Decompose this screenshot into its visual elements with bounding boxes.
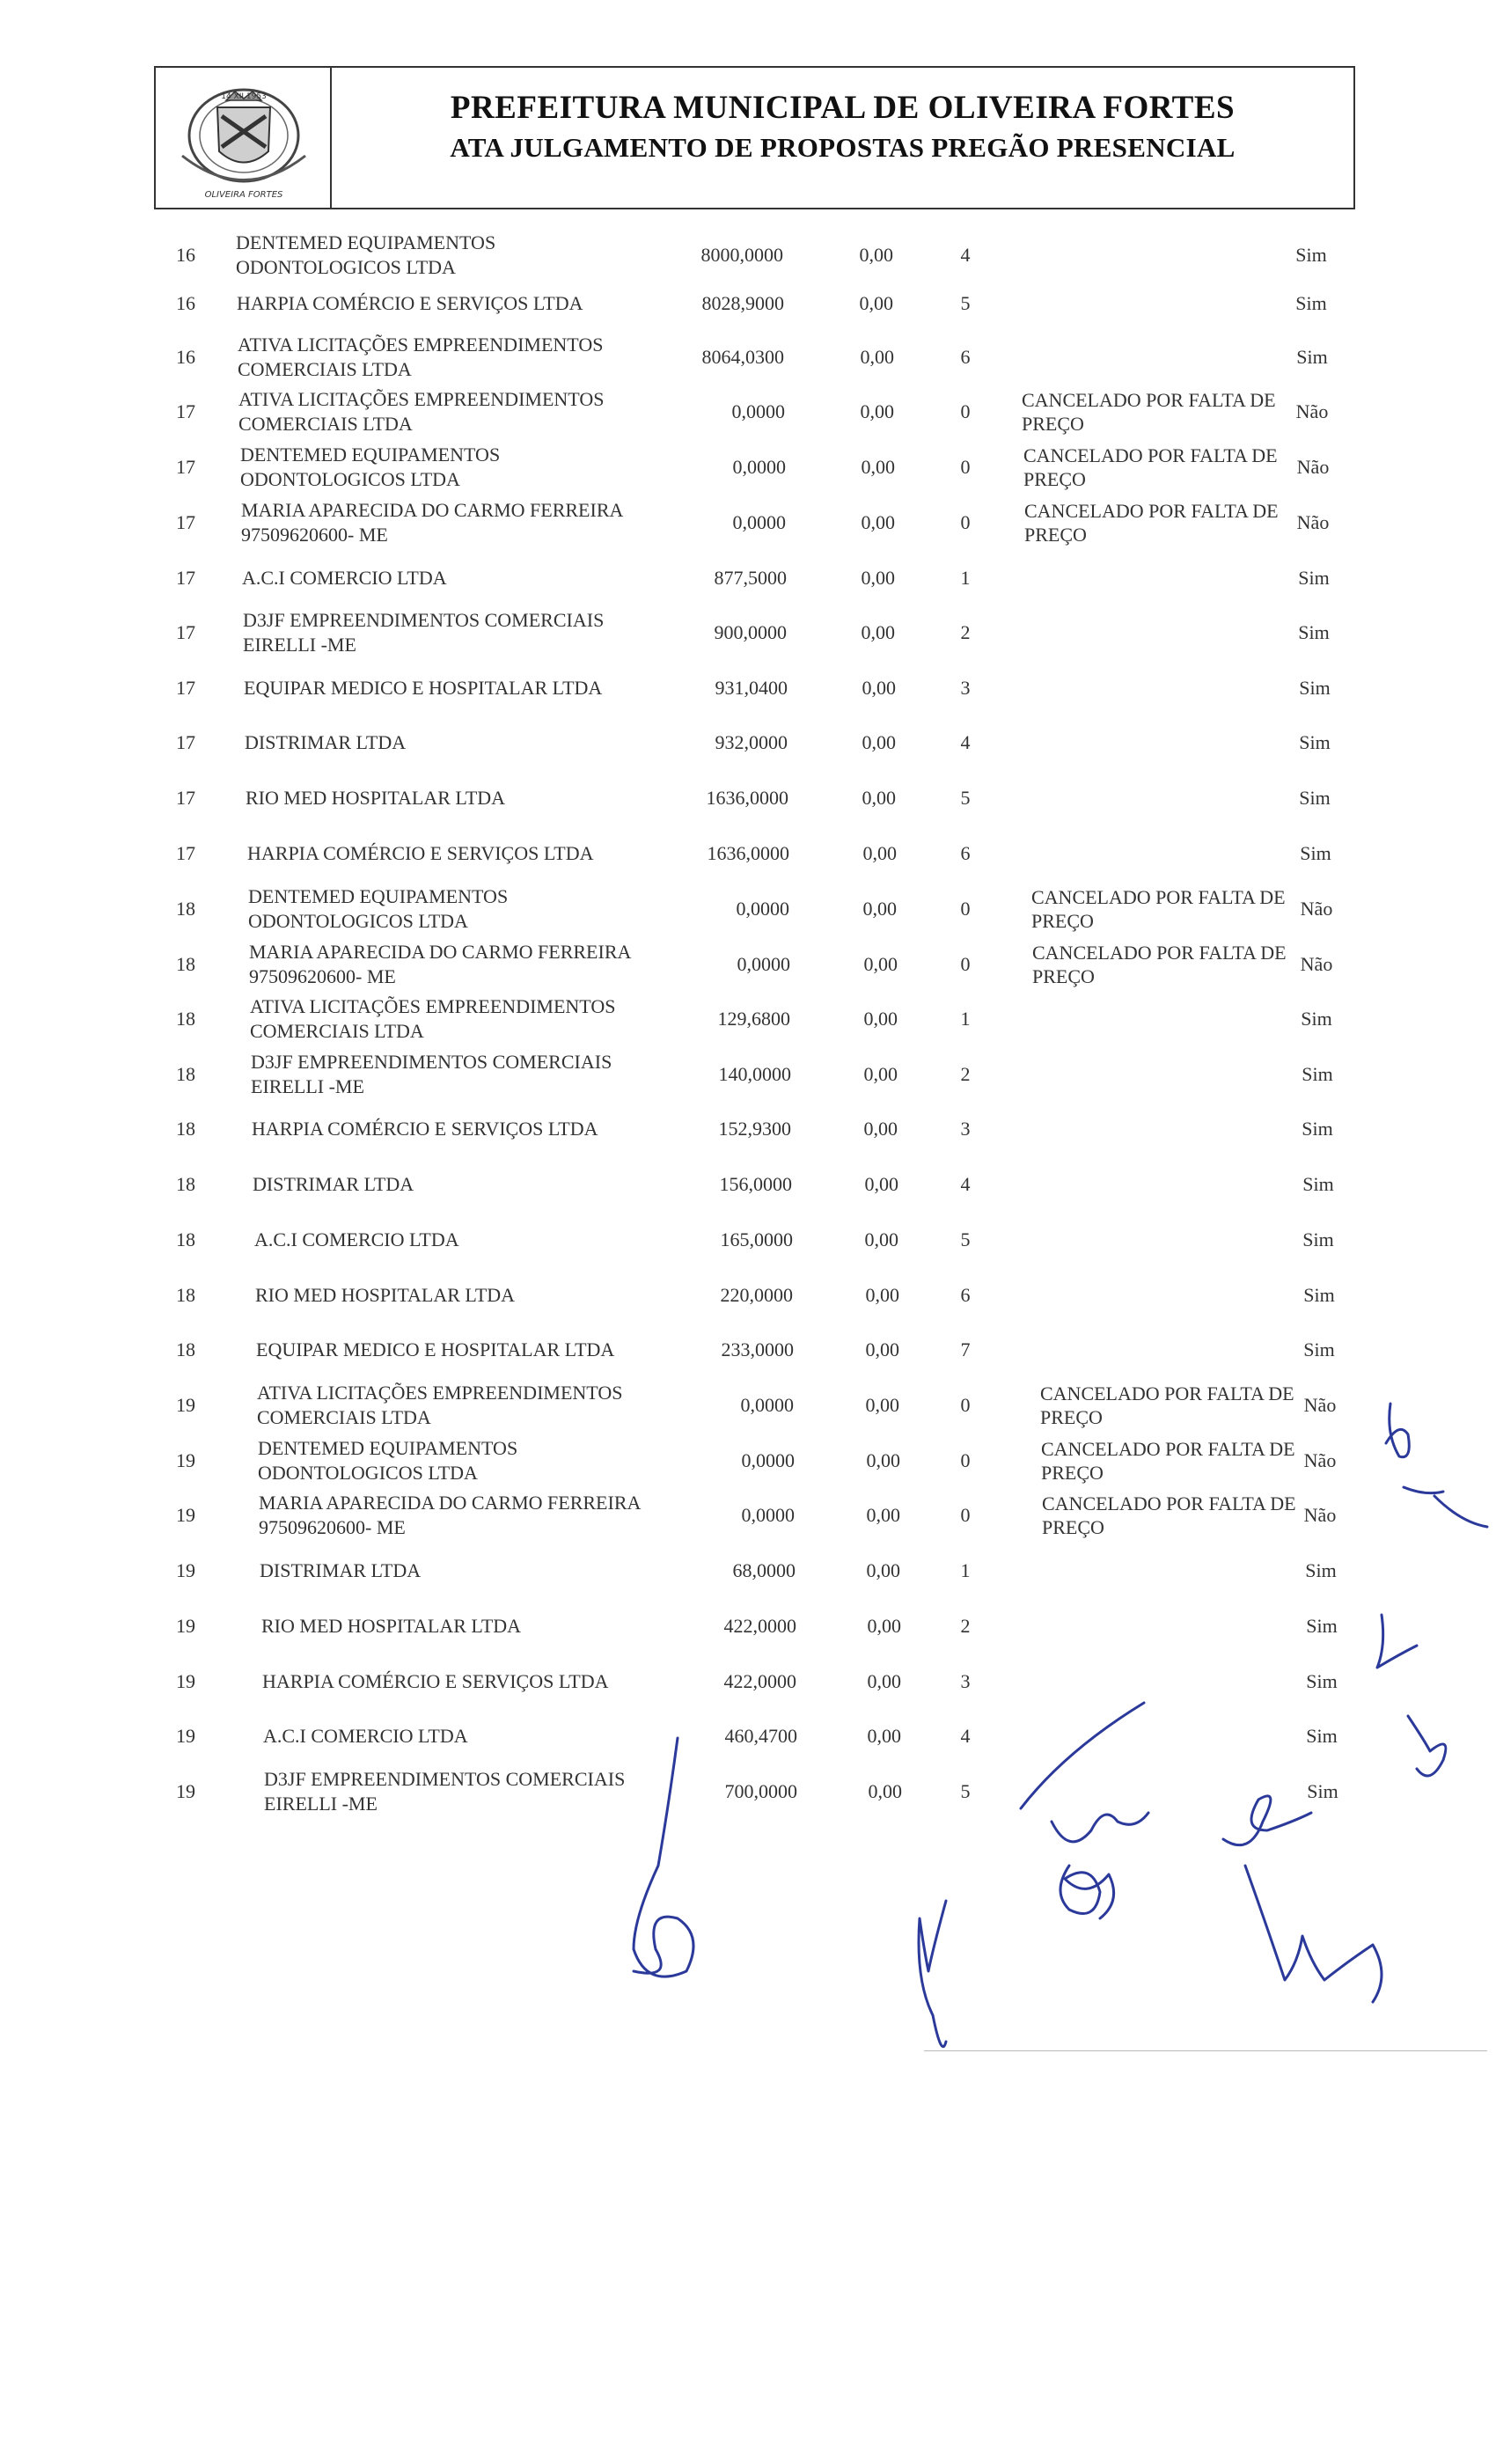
ranking-position: 2 [960,1063,971,1085]
qualified-status: Sim [1302,1118,1333,1140]
item-number: 17 [176,621,195,643]
table-row [0,1158,1496,1211]
bid-discount: 0,00 [862,842,897,864]
bid-discount: 0,00 [861,567,895,589]
bid-price: 8028,9000 [701,292,784,314]
bid-discount: 0,00 [859,244,893,266]
ranking-position: 0 [960,953,971,975]
bid-discount: 0,00 [862,898,897,920]
qualified-status: Sim [1298,621,1330,643]
bidder-name: ATIVA LICITAÇÕES EMPREENDIMENTOS COMERCIAIS LTDA [238,334,604,380]
bidder-name: D3JF EMPREENDIMENTOS COMERCIAIS EIRELLI -ME [264,1768,626,1815]
bidder-name: DENTEMED EQUIPAMENTOS ODONTOLOGICOS LTDA [248,885,509,932]
ranking-position: 5 [960,292,971,314]
bid-price: 0,0000 [737,953,790,975]
observation: CANCELADO POR FALTA DE PREÇO [1040,1382,1294,1428]
table-row [0,441,1496,494]
qualified-status: Sim [1299,731,1331,753]
table-row [0,229,1496,282]
ranking-position: 0 [960,511,971,533]
document-header [154,66,1355,209]
municipal-seal [156,68,332,208]
item-number: 16 [176,244,195,266]
item-number: 19 [176,1670,195,1692]
bidder-name: ATIVA LICITAÇÕES EMPREENDIMENTOS COMERCIAIS LTDA [238,388,605,435]
bid-discount: 0,00 [867,1725,901,1747]
qualified-status: Sim [1303,1284,1335,1306]
table-row [0,1103,1496,1155]
table-row [0,883,1496,935]
ranking-position: 6 [960,346,971,368]
item-number: 19 [176,1559,195,1581]
bid-discount: 0,00 [860,346,894,368]
qualified-status: Sim [1301,1008,1332,1030]
table-row [0,938,1496,991]
qualified-status: Não [1300,953,1333,975]
bidder-name: D3JF EMPREENDIMENTOS COMERCIAIS EIRELLI -ME [251,1051,612,1097]
qualified-status: Sim [1296,346,1328,368]
qualified-status: Sim [1306,1725,1338,1747]
item-number: 17 [176,842,195,864]
ranking-position: 3 [960,1118,971,1140]
item-number: 17 [176,456,195,478]
qualified-status: Sim [1302,1063,1333,1085]
bid-discount: 0,00 [859,292,893,314]
ranking-position: 5 [960,787,971,809]
table-row [0,606,1496,659]
observation: CANCELADO POR FALTA DE PREÇO [1024,500,1279,546]
bid-price: 0,0000 [736,898,789,920]
item-number: 19 [176,1394,195,1416]
ranking-position: 5 [960,1780,971,1802]
table-row [0,1765,1496,1818]
bid-price: 165,0000 [720,1228,793,1250]
bid-discount: 0,00 [866,1449,900,1471]
bidder-name: D3JF EMPREENDIMENTOS COMERCIAIS EIRELLI -ME [243,609,605,656]
item-number: 18 [176,1008,195,1030]
bid-price: 140,0000 [718,1063,791,1085]
bid-discount: 0,00 [863,1063,898,1085]
qualified-status: Sim [1302,1228,1334,1250]
bid-price: 422,0000 [723,1670,796,1692]
bid-price: 0,0000 [732,511,786,533]
bidder-name: DISTRIMAR LTDA [253,1173,414,1195]
bidder-name: EQUIPAR MEDICO E HOSPITALAR LTDA [244,677,603,699]
table-row [0,552,1496,605]
bid-discount: 0,00 [868,1780,902,1802]
qualified-status: Sim [1295,244,1327,266]
table-row [0,1489,1496,1542]
observation: CANCELADO POR FALTA DE PREÇO [1023,444,1278,490]
qualified-status: Sim [1298,567,1330,589]
ranking-position: 0 [960,400,971,422]
qualified-status: Sim [1299,787,1331,809]
bidder-name: DISTRIMAR LTDA [245,731,407,753]
bidder-name: DISTRIMAR LTDA [260,1559,422,1581]
table-row [0,496,1496,549]
bidder-name: RIO MED HOSPITALAR LTDA [261,1615,522,1637]
bid-discount: 0,00 [865,1284,899,1306]
bid-discount: 0,00 [862,787,896,809]
item-number: 17 [176,567,195,589]
bid-discount: 0,00 [861,511,895,533]
bid-discount: 0,00 [860,400,894,422]
table-row [0,1214,1496,1266]
bid-price: 0,0000 [732,456,786,478]
item-number: 18 [176,1228,195,1250]
bidder-name: RIO MED HOSPITALAR LTDA [246,787,506,809]
ranking-position: 4 [960,1173,971,1195]
ranking-position: 6 [960,842,971,864]
bid-discount: 0,00 [862,677,896,699]
bid-discount: 0,00 [863,1118,898,1140]
qualified-status: Sim [1295,292,1327,314]
ranking-position: 1 [960,1008,971,1030]
table-row [0,1269,1496,1322]
ranking-position: 4 [960,244,971,266]
item-number: 18 [176,1284,195,1306]
bid-price: 220,0000 [720,1284,793,1306]
bid-price: 152,9300 [718,1118,791,1140]
table-row [0,827,1496,880]
bidder-name: RIO MED HOSPITALAR LTDA [255,1284,516,1306]
bid-discount: 0,00 [867,1670,901,1692]
item-number: 17 [176,511,195,533]
bidder-name: MARIA APARECIDA DO CARMO FERREIRA 97509620600- ME [259,1492,641,1538]
qualified-status: Não [1303,1449,1337,1471]
qualified-status: Sim [1300,842,1331,864]
bid-price: 156,0000 [719,1173,792,1195]
table-row [0,1544,1496,1597]
item-number: 18 [176,953,195,975]
item-number: 16 [176,346,195,368]
ranking-position: 4 [960,1725,971,1747]
qualified-status: Não [1303,1394,1337,1416]
table-row [0,1379,1496,1432]
bid-price: 422,0000 [723,1615,796,1637]
item-number: 19 [176,1780,195,1802]
bid-discount: 0,00 [862,731,896,753]
coat-of-arms-icon [165,72,323,204]
ranking-position: 7 [960,1338,971,1360]
ranking-position: 0 [960,1449,971,1471]
bid-price: 900,0000 [714,621,787,643]
table-row [0,662,1496,715]
bid-price: 8000,0000 [700,244,783,266]
qualified-status: Não [1303,1504,1337,1526]
observation: CANCELADO POR FALTA DE PREÇO [1041,1438,1295,1484]
item-number: 18 [176,1118,195,1140]
qualified-status: Sim [1306,1615,1338,1637]
bidder-name: DENTEMED EQUIPAMENTOS ODONTOLOGICOS LTDA [240,444,501,490]
bid-price: 129,6800 [717,1008,790,1030]
qualified-status: Não [1295,400,1329,422]
table-row [0,1324,1496,1376]
bid-discount: 0,00 [861,456,895,478]
ranking-position: 3 [960,1670,971,1692]
bid-discount: 0,00 [867,1615,901,1637]
table-row [0,1048,1496,1101]
bidder-name: HARPIA COMÉRCIO E SERVIÇOS LTDA [252,1118,598,1140]
bid-price: 877,5000 [714,567,787,589]
bidder-name: DENTEMED EQUIPAMENTOS ODONTOLOGICOS LTDA [236,231,496,278]
table-row [0,1655,1496,1708]
bidder-name: HARPIA COMÉRCIO E SERVIÇOS LTDA [247,842,594,864]
observation: CANCELADO POR FALTA DE PREÇO [1031,886,1286,932]
observation: CANCELADO POR FALTA DE PREÇO [1042,1492,1296,1538]
item-number: 17 [176,731,195,753]
bidder-name: MARIA APARECIDA DO CARMO FERREIRA 97509620600- ME [249,941,631,987]
ranking-position: 1 [960,567,971,589]
qualified-status: Sim [1307,1780,1338,1802]
bid-price: 0,0000 [731,400,785,422]
table-row [0,331,1496,384]
observation: CANCELADO POR FALTA DE PREÇO [1032,942,1287,987]
bid-discount: 0,00 [866,1559,900,1581]
item-number: 18 [176,1173,195,1195]
observation: CANCELADO POR FALTA DE PREÇO [1022,389,1276,435]
ranking-position: 5 [960,1228,971,1250]
item-number: 17 [176,400,195,422]
ranking-position: 0 [960,1394,971,1416]
bid-price: 1636,0000 [706,787,788,809]
bid-discount: 0,00 [865,1338,899,1360]
qualified-status: Sim [1302,1173,1334,1195]
item-number: 19 [176,1504,195,1526]
bid-discount: 0,00 [861,621,895,643]
bidder-name: EQUIPAR MEDICO E HOSPITALAR LTDA [256,1338,615,1360]
bid-discount: 0,00 [864,1173,898,1195]
page-edge-line [924,2050,1487,2051]
item-number: 18 [176,1338,195,1360]
bid-price: 931,0400 [715,677,788,699]
bid-price: 932,0000 [715,731,788,753]
table-row [0,1710,1496,1763]
qualified-status: Não [1300,898,1333,920]
bidder-name: DENTEMED EQUIPAMENTOS ODONTOLOGICOS LTDA [258,1437,518,1484]
ranking-position: 2 [960,1615,971,1637]
bid-price: 8064,0300 [701,346,784,368]
signature-6 [1245,1866,1382,2002]
qualified-status: Sim [1299,677,1331,699]
bid-price: 0,0000 [741,1504,795,1526]
seal-town-name: OLIVEIRA FORTES [204,190,283,200]
item-number: 18 [176,1063,195,1085]
ranking-position: 0 [960,456,971,478]
bid-price: 233,0000 [721,1338,794,1360]
page-subtitle: ATA JULGAMENTO DE PROPOSTAS PREGÃO PRESENCIAL [450,132,1236,163]
ranking-position: 2 [960,621,971,643]
signature-4 [1060,1866,1114,1918]
table-row [0,277,1496,330]
bidder-name: HARPIA COMÉRCIO E SERVIÇOS LTDA [237,292,583,314]
item-number: 18 [176,898,195,920]
table-row [0,1434,1496,1487]
qualified-status: Sim [1305,1559,1337,1581]
bid-discount: 0,00 [863,1008,898,1030]
bidder-name: MARIA APARECIDA DO CARMO FERREIRA 97509620600- ME [241,499,623,546]
seal-date: 14 XII 1953 [221,92,267,101]
item-number: 17 [176,787,195,809]
ranking-position: 0 [960,898,971,920]
bid-price: 68,0000 [732,1559,796,1581]
bid-price: 460,4700 [724,1725,797,1747]
signature-2 [919,1901,946,2047]
bidder-name: HARPIA COMÉRCIO E SERVIÇOS LTDA [262,1670,609,1692]
bid-discount: 0,00 [866,1504,900,1526]
ranking-position: 3 [960,677,971,699]
bidder-name: A.C.I COMERCIO LTDA [242,567,447,589]
bidder-name: ATIVA LICITAÇÕES EMPREENDIMENTOS COMERCIAIS LTDA [250,995,616,1042]
bid-discount: 0,00 [865,1394,899,1416]
qualified-status: Não [1296,456,1330,478]
bid-price: 1636,0000 [707,842,789,864]
bid-price: 0,0000 [741,1449,795,1471]
table-row [0,385,1496,438]
item-number: 17 [176,677,195,699]
qualified-status: Sim [1303,1338,1335,1360]
item-number: 16 [176,292,195,314]
item-number: 19 [176,1615,195,1637]
qualified-status: Não [1296,511,1330,533]
table-row [0,1600,1496,1653]
ranking-position: 0 [960,1504,971,1526]
table-row [0,772,1496,825]
qualified-status: Sim [1306,1670,1338,1692]
bid-price: 0,0000 [740,1394,794,1416]
ranking-position: 4 [960,731,971,753]
ranking-position: 1 [960,1559,971,1581]
item-number: 19 [176,1449,195,1471]
bid-discount: 0,00 [864,1228,898,1250]
bidder-name: ATIVA LICITAÇÕES EMPREENDIMENTOS COMERCIAIS LTDA [257,1382,623,1428]
ranking-position: 6 [960,1284,971,1306]
bid-discount: 0,00 [863,953,898,975]
bidder-name: A.C.I COMERCIO LTDA [254,1228,459,1250]
item-number: 19 [176,1725,195,1747]
bid-price: 700,0000 [724,1780,797,1802]
table-row [0,716,1496,769]
page-title: PREFEITURA MUNICIPAL DE OLIVEIRA FORTES [450,90,1236,126]
table-row [0,993,1496,1045]
bidder-name: A.C.I COMERCIO LTDA [263,1725,468,1747]
